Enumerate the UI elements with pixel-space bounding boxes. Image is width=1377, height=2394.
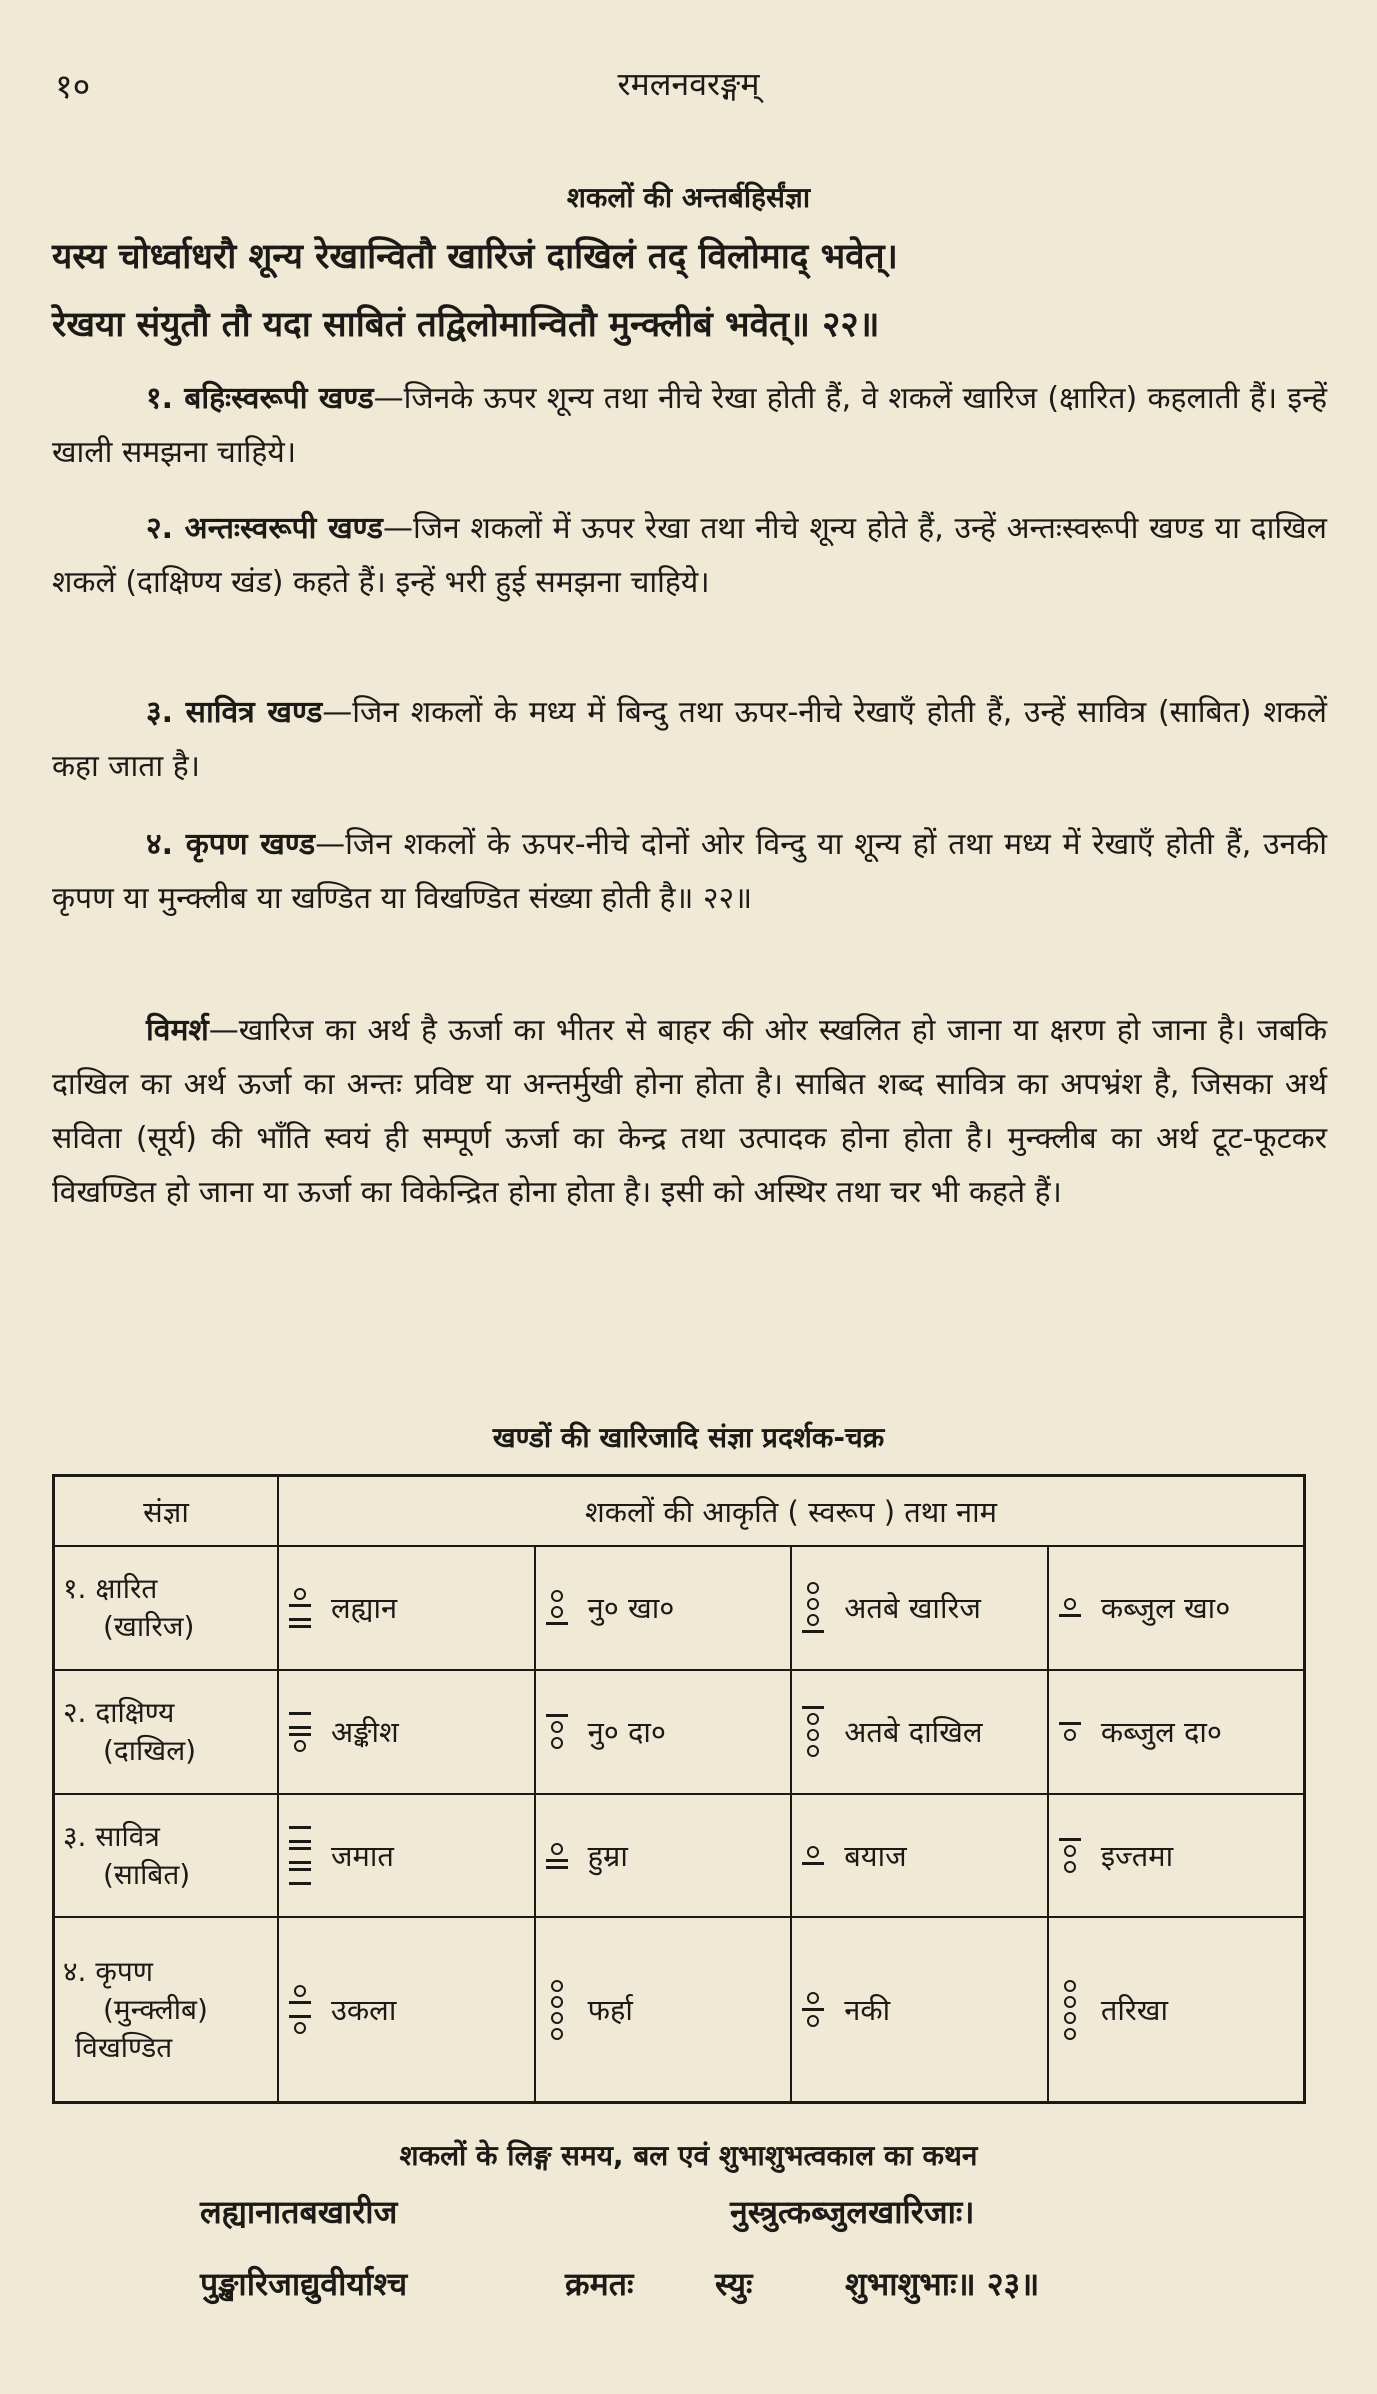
verse23-line2-a: पुङ्खारिजाद्युवीर्याश्च bbox=[200, 2265, 408, 2303]
sanjna-cell bbox=[54, 1546, 279, 1670]
table-header-row bbox=[54, 1476, 1305, 1547]
running-title: रमलनवरङ्गम् bbox=[617, 65, 760, 103]
sanjna-cell bbox=[54, 1794, 279, 1918]
sanjna-line: (मुन्क्लीब) bbox=[103, 1992, 208, 2026]
shakal-figure-icon bbox=[1057, 1598, 1083, 1617]
figure-cell bbox=[1048, 1794, 1305, 1918]
figure-cell bbox=[791, 1917, 1048, 2102]
sanjna-cell bbox=[54, 1917, 279, 2102]
sanjna-line: ३. सावित्र bbox=[63, 1819, 160, 1853]
shakal-figure-icon bbox=[544, 1843, 570, 1869]
sanjna-line: (दाखिल) bbox=[103, 1733, 197, 1767]
figure-cell bbox=[278, 1670, 535, 1794]
shakal-name: अङ्कीश bbox=[331, 1715, 399, 1750]
page-number: १० bbox=[55, 67, 91, 107]
figure-cell bbox=[1048, 1546, 1305, 1670]
figure-cell bbox=[791, 1670, 1048, 1794]
paragraph-item-3 bbox=[52, 686, 1327, 794]
figure-cell bbox=[1048, 1670, 1305, 1794]
sanjna-line: विखण्डित bbox=[75, 2030, 173, 2064]
verse-line-1: यस्य चोर्ध्वाधरौ शून्य रेखान्वितौ खारिजं दाखिलं तद् विलोमाद् भवेत्। bbox=[52, 237, 898, 277]
sanjna-cell bbox=[54, 1670, 279, 1794]
shakal-name: इज्तमा bbox=[1100, 1839, 1174, 1874]
shakal-name: तरिखा bbox=[1100, 1993, 1169, 2028]
col-header-sanjna: संज्ञा bbox=[54, 1476, 279, 1547]
paragraph-item-2 bbox=[52, 502, 1327, 610]
verse23-line1-b: नुस्त्रुत्कब्जुलखारिजाः। bbox=[730, 2193, 975, 2231]
item-label: ३. सावित्र खण्ड bbox=[146, 695, 323, 730]
verse23-line2-c: स्युः bbox=[715, 2265, 753, 2303]
shakal-name: बयाज bbox=[844, 1839, 907, 1874]
shakal-figure-icon bbox=[287, 1588, 313, 1628]
shakal-figure-icon bbox=[544, 1714, 570, 1749]
item-label: १. बहिःस्वरूपी खण्ड bbox=[146, 381, 374, 416]
shakal-figure-icon bbox=[287, 1985, 313, 2034]
vimarsh-text: —खारिज का अर्थ है ऊर्जा का भीतर से बाहर की ओर स्खलित हो जाना या क्षरण हो जाना है। जबकि दाखिल का अर्थ ऊर्जा का अन्तः प्रविष्ट या अन्तर्मुखी होना होता है। साबित शब्द सावित्र का अपभ्रंश है, जिसका अर्थ सविता (सूर्य) की भाँति स्वयं ही सम्पूर्ण ऊर्जा का केन्द्र तथा उत्पादक होना होता है। मुन्क्लीब का अर्थ टूट-फूटकर विखण्डित हो जाना या ऊर्जा का विकेन्द्रित होना होता है। इसी को अस्थिर तथा चर भी कहते हैं। bbox=[52, 1013, 1327, 1210]
sanjna-line: २. दाक्षिण्य bbox=[63, 1695, 175, 1729]
item-text: —जिन शकलों के मध्य में बिन्दु तथा ऊपर-नीचे रेखाएँ होती हैं, उन्हें सावित्र (साबित) शकलें कहा जाता है। bbox=[52, 695, 1327, 784]
shakal-figure-icon bbox=[287, 1826, 313, 1885]
shakal-name: अतबे खारिज bbox=[844, 1591, 981, 1626]
vimarsh-label: विमर्श bbox=[146, 1013, 209, 1048]
verse23-line2-d: शुभाशुभाः॥ २३॥ bbox=[845, 2265, 1040, 2303]
figure-cell bbox=[535, 1546, 792, 1670]
shakal-figure-icon bbox=[544, 1590, 570, 1625]
verse23-line2-b: क्रमतः bbox=[565, 2265, 634, 2303]
shakal-figure-icon bbox=[800, 1846, 826, 1865]
verse-line-2: रेखया संयुतौ तौ यदा साबितं तद्विलोमान्वितौ मुन्क्लीबं भवेत्॥ २२॥ bbox=[52, 305, 880, 345]
figure-cell bbox=[1048, 1917, 1305, 2102]
verse23-line1-a: लह्यानातबखारीज bbox=[200, 2193, 398, 2231]
paragraph-vimarsh bbox=[52, 1004, 1327, 1220]
figure-cell bbox=[535, 1917, 792, 2102]
shakal-name: कब्जुल खा० bbox=[1100, 1591, 1231, 1626]
table-row bbox=[54, 1546, 1305, 1670]
item-text: —जिनके ऊपर शून्य तथा नीचे रेखा होती हैं, वे शकलें खारिज (क्षारित) कहलाती हैं। इन्हें खाली समझना चाहिये। bbox=[52, 381, 1327, 470]
figure-cell bbox=[535, 1794, 792, 1918]
item-label: ४. कृपण खण्ड bbox=[146, 827, 316, 862]
figure-cell bbox=[278, 1794, 535, 1918]
sanjna-line: ४. कृपण bbox=[63, 1954, 154, 1988]
shakal-figure-icon bbox=[800, 1992, 826, 2027]
figure-cell bbox=[278, 1546, 535, 1670]
shakal-figure-icon bbox=[1057, 1980, 1083, 2040]
section-heading-2: शकलों के लिङ्ग समय, बल एवं शुभाशुभत्वकाल का कथन bbox=[399, 2139, 978, 2172]
khand-table bbox=[52, 1474, 1306, 2104]
table-row bbox=[54, 1917, 1305, 2102]
shakal-name: जमात bbox=[331, 1839, 394, 1874]
shakal-name: उकला bbox=[331, 1993, 397, 2028]
shakal-name: फर्हा bbox=[587, 1993, 633, 2028]
table-title: खण्डों की खारिजादि संज्ञा प्रदर्शक-चक्र bbox=[492, 1421, 885, 1454]
shakal-figure-icon bbox=[544, 1980, 570, 2040]
item-text: —जिन शकलों के ऊपर-नीचे दोनों ओर विन्दु या शून्य हों तथा मध्य में रेखाएँ होती हैं, उनकी कृपण या मुन्क्लीब या खण्डित या विखण्डित संख्या होती है॥ २२॥ bbox=[52, 827, 1328, 916]
sanjna-line: (खारिज) bbox=[103, 1609, 195, 1643]
shakal-figure-icon bbox=[1057, 1722, 1083, 1741]
shakal-name: कब्जुल दा० bbox=[1100, 1715, 1222, 1750]
figure-cell bbox=[791, 1546, 1048, 1670]
item-label: २. अन्तःस्वरूपी खण्ड bbox=[146, 511, 383, 546]
shakal-name: नु० दा० bbox=[587, 1715, 667, 1750]
col-header-figures: शकलों की आकृति ( स्वरूप ) तथा नाम bbox=[278, 1476, 1305, 1547]
figure-cell bbox=[791, 1794, 1048, 1918]
shakal-name: अतबे दाखिल bbox=[844, 1715, 983, 1750]
paragraph-item-1 bbox=[52, 372, 1327, 480]
table-row bbox=[54, 1794, 1305, 1918]
item-text: —जिन शकलों में ऊपर रेखा तथा नीचे शून्य होते हैं, उन्हें अन्तःस्वरूपी खण्ड या दाखिल शकलें (दाक्षिण्य खंड) कहते हैं। इन्हें भरी हुई समझना चाहिये। bbox=[52, 511, 1328, 600]
shakal-name: लह्यान bbox=[331, 1591, 398, 1626]
section-heading: शकलों की अन्तर्बहिर्संज्ञा bbox=[566, 181, 811, 214]
shakal-name: नकी bbox=[844, 1993, 891, 2028]
shakal-name: हुम्रा bbox=[587, 1839, 628, 1874]
shakal-figure-icon bbox=[287, 1712, 313, 1752]
paragraph-item-4 bbox=[52, 818, 1327, 926]
shakal-figure-icon bbox=[800, 1582, 826, 1633]
shakal-figure-icon bbox=[800, 1706, 826, 1757]
shakal-name: नु० खा० bbox=[587, 1591, 675, 1626]
sanjna-line: १. क्षारित bbox=[63, 1571, 158, 1605]
shakal-figure-icon bbox=[1057, 1838, 1083, 1873]
table-row bbox=[54, 1670, 1305, 1794]
sanjna-line: (साबित) bbox=[103, 1857, 191, 1891]
figure-cell bbox=[535, 1670, 792, 1794]
figure-cell bbox=[278, 1917, 535, 2102]
